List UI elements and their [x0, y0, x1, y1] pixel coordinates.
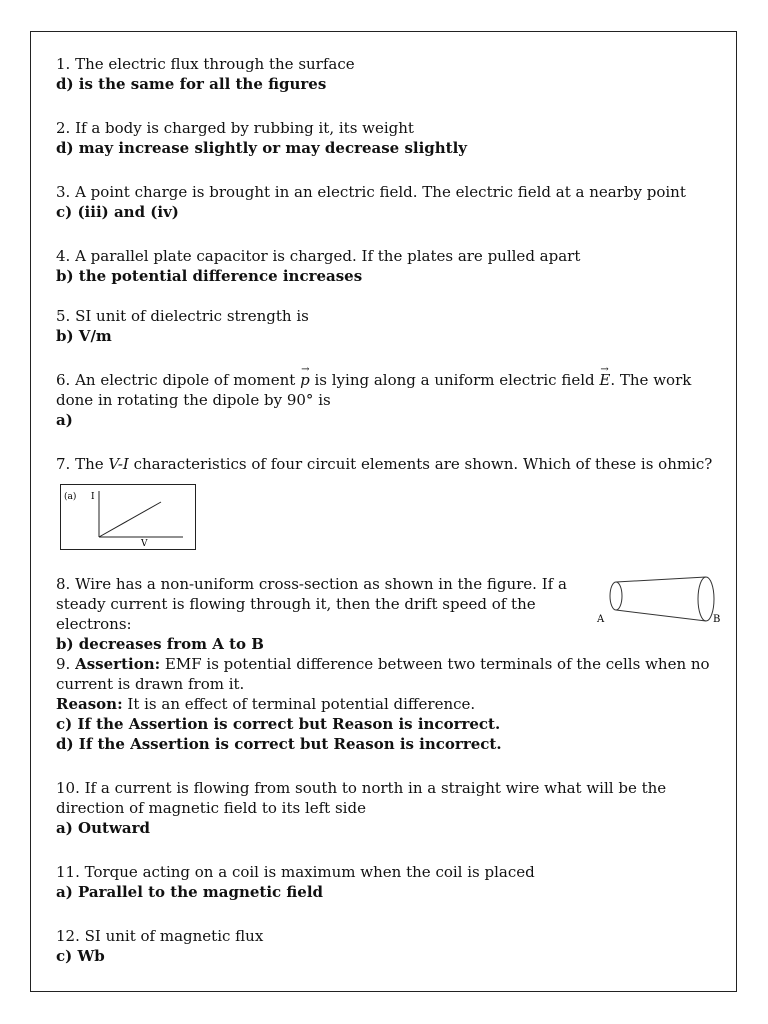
vector-p: → p [300, 371, 310, 389]
question-6 [56, 370, 721, 430]
answer-sheet [56, 54, 721, 966]
question-text: 11. Torque acting on a coil is maximum when the coil is placed [56, 863, 535, 881]
end-a-ellipse [610, 582, 622, 610]
question-text: 5. SI unit of dielectric strength is [56, 307, 309, 325]
question-text: 2. If a body is charged by rubbing it, its weight [56, 119, 414, 137]
question-2 [56, 118, 721, 158]
vi-graph [61, 485, 195, 549]
question-text: 7. The V-I characteristics of four circuit elements are shown. Which of these is ohmic? [56, 455, 713, 473]
question-10 [56, 778, 721, 838]
answer-text: a) Parallel to the magnetic field [56, 883, 324, 901]
question-9 [56, 654, 721, 754]
answer-text: c) Wb [56, 947, 105, 965]
label-b: B [713, 614, 721, 625]
answer-text: d) If the Assertion is correct but Reason is incorrect. [56, 735, 502, 753]
question-text: 12. SI unit of magnetic flux [56, 927, 264, 945]
assertion-text: 9. Assertion: EMF is potential difference between two terminals of the cells when no current is drawn from it. [56, 655, 710, 693]
answer-text: c) If the Assertion is correct but Reason is incorrect. [56, 715, 501, 733]
wire-top-edge [616, 577, 706, 582]
question-text: 8. Wire has a non-uniform cross-section as shown in the figure. If a steady current is flowing through it, then the drift speed of the electrons: [56, 575, 567, 633]
question-4 [56, 246, 721, 286]
question-text: 6. An electric dipole of moment → p is lying along a uniform electric field → E. The work done in rotating the dipole by 90° is [56, 370, 721, 410]
label-a: A [597, 614, 605, 625]
answer-text: b) decreases from A to B [56, 635, 264, 653]
question-3 [56, 182, 721, 222]
question-text: 10. If a current is flowing from south to north in a straight wire what will be the direction of magnetic field to its left side [56, 779, 667, 817]
answer-text: d) is the same for all the figures [56, 75, 327, 93]
end-b-ellipse [698, 577, 714, 621]
answer-text: b) V/m [56, 327, 112, 345]
answer-text: b) the potential difference increases [56, 267, 363, 285]
answer-text: a) Outward [56, 819, 150, 837]
answer-text: c) (iii) and (iv) [56, 203, 179, 221]
question-11 [56, 862, 721, 902]
vector-e: → E [599, 371, 610, 389]
question-text: 1. The electric flux through the surface [56, 55, 355, 73]
answer-text: a) [56, 411, 73, 429]
axis-label-x: V [141, 539, 148, 549]
question-12 [56, 926, 721, 966]
vi-graph-figure [60, 484, 196, 550]
ohmic-line [99, 502, 161, 537]
question-5 [56, 306, 721, 346]
question-text: 4. A parallel plate capacitor is charged. If the plates are pulled apart [56, 247, 581, 265]
wire-bottom-edge [616, 610, 706, 621]
wire-figure [597, 574, 726, 630]
question-1 [56, 54, 721, 94]
answer-text: d) may increase slightly or may decrease slightly [56, 139, 468, 157]
reason-text: Reason: It is an effect of terminal potential difference. [56, 695, 476, 713]
figure-label: (a) [64, 492, 77, 502]
question-7 [56, 454, 721, 550]
question-8 [56, 574, 721, 654]
axis-label-y: I [91, 492, 95, 502]
question-text: 3. A point charge is brought in an electric field. The electric field at a nearby point [56, 183, 686, 201]
